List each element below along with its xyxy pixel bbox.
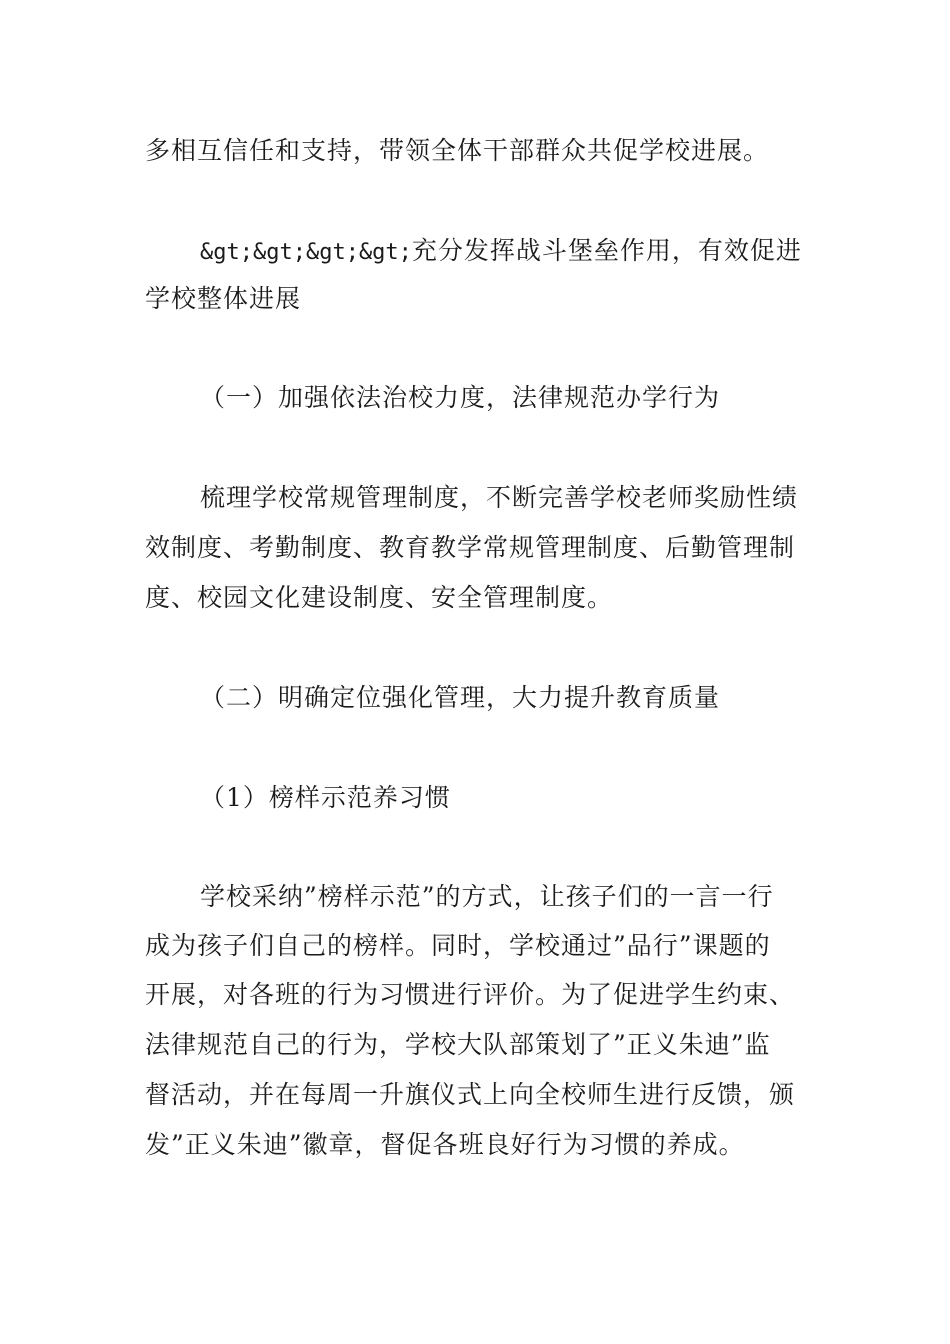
- paragraph-line: 多相互信任和支持，带领全体干部群众共促学校进展。: [145, 136, 770, 165]
- paragraph-line: 效制度、考勤制度、教育教学常规管理制度、后勤管理制: [145, 533, 796, 562]
- heading-text: 充分发挥战斗堡垒作用，有效促进: [411, 236, 802, 265]
- subheading: （二）明确定位强化管理，大力提升教育质量: [200, 683, 721, 712]
- paragraph-line: 成为孩子们自己的榜样。同时，学校通过”品行”课题的: [145, 931, 771, 960]
- paragraph-line: 开展，对各班的行为习惯进行评价。为了促进学生约束、: [145, 980, 796, 1009]
- section-heading-line: 学校整体进展: [145, 284, 302, 313]
- paragraph-line: 学校采纳”榜样示范”的方式，让孩子们的一言一行: [200, 882, 774, 911]
- paragraph-line: 梳理学校常规管理制度，不断完善学校老师奖励性绩: [200, 483, 799, 512]
- entity-prefix: &gt;&gt;&gt;&gt;: [200, 240, 412, 265]
- paragraph-line: 发”正义朱迪”徽章，督促各班良好行为习惯的养成。: [145, 1130, 745, 1159]
- subheading: （一）加强依法治校力度，法律规范办学行为: [200, 383, 721, 412]
- paragraph-line: 督活动，并在每周一升旗仪式上向全校师生进行反馈，颁: [145, 1080, 796, 1109]
- paragraph-line: 度、校园文化建设制度、安全管理制度。: [145, 583, 614, 612]
- paragraph-line: 法律规范自己的行为，学校大队部策划了”正义朱迪”监: [145, 1030, 771, 1059]
- section-heading-line: [200, 236, 802, 268]
- subheading: （1）榜样示范养习惯: [200, 783, 451, 812]
